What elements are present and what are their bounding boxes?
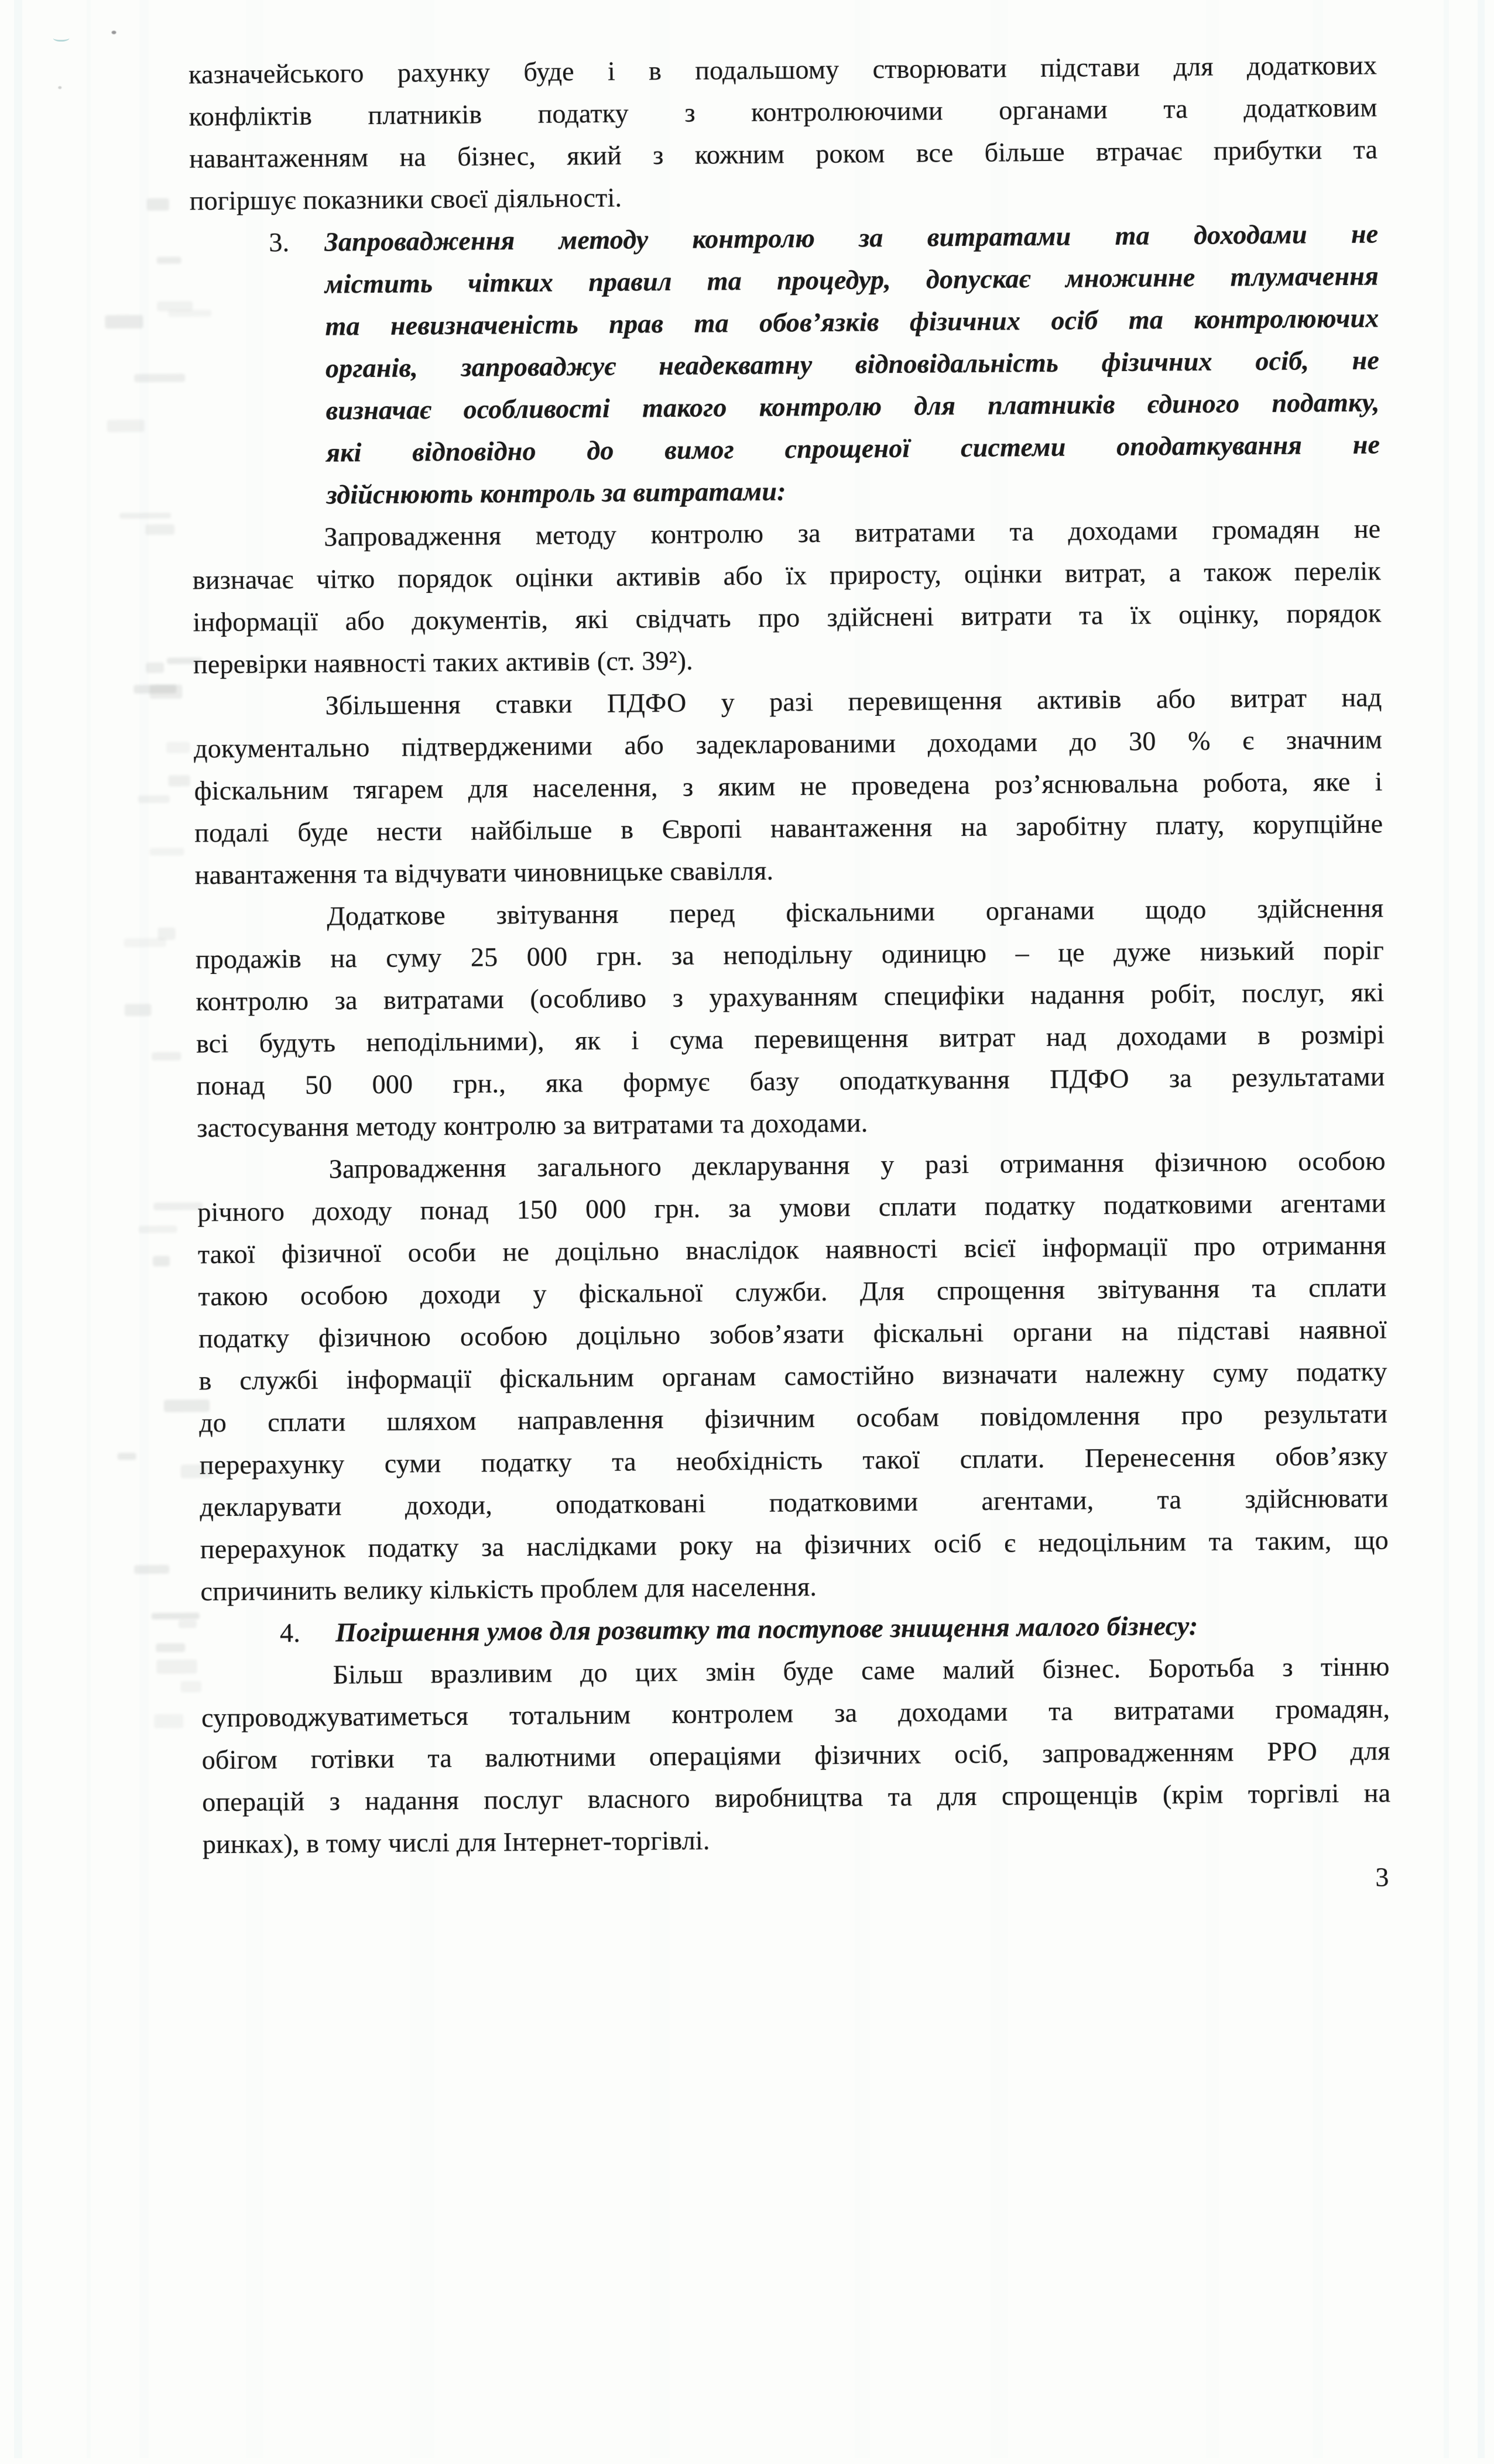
scan-speck — [112, 30, 116, 34]
scan-speck — [58, 86, 61, 89]
show-through-mark — [138, 795, 170, 803]
text-line: органів, запроваджує неадекватну відповідальність фізичних осіб, не — [325, 345, 1380, 383]
text-line: Збільшення ставки ПДФО у разі перевищення активів або витрат над — [325, 682, 1382, 720]
text-line: такої фізичної особи не доцільно внаслідок наявності всієї інформації про отримання — [197, 1230, 1387, 1269]
list-marker: 4. — [279, 1618, 301, 1648]
show-through-mark — [107, 420, 145, 433]
list-item — [269, 212, 1380, 516]
text-line: перерахунок податку за наслідками року на фізичних осіб є недоцільним та таким, що — [200, 1525, 1389, 1564]
text-line: Запровадження методу контролю за витратами та доходами громадян не — [324, 513, 1381, 552]
text-line: визначає особливості такого контролю для платників єдиного податку, — [325, 387, 1380, 425]
show-through-mark — [156, 256, 181, 263]
text-line: перерахунку суми податку та необхідність такої сплати. Перенесення обов’язку — [199, 1440, 1388, 1480]
show-through-mark — [156, 1643, 185, 1652]
paragraph — [197, 1140, 1389, 1612]
show-through-mark — [153, 1255, 170, 1267]
paragraph — [192, 507, 1382, 685]
show-through-mark — [147, 198, 169, 211]
scan-speck — [53, 35, 70, 42]
text-line: ринках), в тому числі для Інтернет-торгівлі. — [202, 1825, 710, 1859]
show-through-mark — [168, 775, 190, 787]
show-through-mark — [168, 310, 211, 317]
text-line: до сплати шляхом направлення фізичним особам повідомлення про результати — [199, 1398, 1388, 1438]
text-line: казначейського рахунку буде і в подальшому створювати підстави для додаткових — [188, 50, 1378, 90]
text-line: погіршує показники своєї діяльності. — [189, 182, 622, 216]
text-line: понад 50 000 грн., яка формує базу оподаткування ПДФО за результатами — [196, 1061, 1385, 1101]
show-through-mark — [152, 1052, 181, 1061]
paragraph — [189, 44, 1378, 222]
page-number: 3 — [1375, 1862, 1389, 1892]
show-through-mark — [134, 374, 185, 383]
show-through-mark — [181, 1464, 212, 1478]
text-line: Запровадження загального декларування у разі отримання фізичною особою — [328, 1145, 1386, 1184]
show-through-mark — [145, 524, 174, 534]
text-line: навантаження та відчувати чиновницьке свавілля. — [194, 855, 774, 890]
show-through-mark — [179, 1620, 197, 1628]
show-through-mark — [146, 662, 164, 673]
text-line: здійснюють контроль за витратами: — [326, 476, 786, 510]
show-through-mark — [180, 1681, 201, 1693]
text-line: обігом готівки та валютними операціями фізичних осіб, запровадженням РРО для — [201, 1735, 1390, 1775]
text-line: фіскальним тягарем для населення, з яким не проведена роз’яснювальна робота, яке і — [194, 766, 1383, 806]
text-line: в службі інформації фіскальним органам самостійно визначати належну суму податку — [198, 1356, 1387, 1396]
text-line: всі будуть неподільними), як і сума перевищення витрат над доходами в розмірі — [196, 1019, 1385, 1059]
text-line: Більш вразливим до цих змін буде саме малий бізнес. Боротьба з тінню — [333, 1651, 1390, 1690]
text-line: та невизначеність прав та обов’язків фізичних осіб та контролюючих — [325, 303, 1379, 341]
show-through-mark — [150, 847, 184, 856]
paragraph — [193, 676, 1383, 896]
show-through-mark — [125, 1004, 152, 1016]
list-marker: 3. — [269, 227, 290, 258]
text-line: перевірки наявності таких активів (ст. 39²). — [193, 645, 694, 680]
text-line: містить чітких правил та процедур, допускає множинне тлумачення — [324, 260, 1379, 299]
text-line: інформації або документів, які свідчать про здійснені витрати та їх оцінку, порядок — [193, 598, 1382, 637]
text-line: такою особою доходи у фіскальної служби. Для спрощення звітування та сплати — [198, 1272, 1387, 1312]
text-line: декларувати доходи, оподатковані податковими агентами, та здійснювати — [200, 1482, 1389, 1522]
text-line: конфліктів платників податку з контролюючими органами та додатковим — [189, 92, 1378, 132]
text-line: Запровадження методу контролю за витратами та доходами не — [324, 218, 1379, 257]
text-line: які відповідно до вимог спрощеної системи оподаткування не — [325, 429, 1380, 468]
show-through-mark — [157, 1660, 197, 1674]
show-through-mark — [134, 1565, 169, 1574]
text-line: податку фізичною особою доцільно зобов’язати фіскальні органи на підставі наявної — [198, 1314, 1387, 1354]
text-line: визначає чітко порядок оцінки активів або їх приросту, оцінки витрат, а також перелік — [192, 555, 1382, 595]
show-through-mark — [155, 1714, 184, 1728]
show-through-mark — [163, 1399, 210, 1412]
text-line: Погіршення умов для розвитку та поступове знищення малого бізнесу: — [335, 1610, 1198, 1648]
text-line: річного доходу понад 150 000 грн. за умови сплати податку податковими агентами — [197, 1188, 1386, 1227]
show-through-mark — [152, 1613, 200, 1620]
text-line: подалі буде нести найбільше в Європі навантаження на заробітну плату, корупційне — [194, 808, 1383, 848]
text-column — [189, 44, 1391, 1865]
text-line: продажів на суму 25 000 грн. за неподільну одиницю – це дуже низький поріг — [195, 935, 1385, 974]
show-through-mark — [139, 1225, 177, 1233]
show-through-mark — [105, 315, 143, 328]
paragraph — [201, 1645, 1391, 1865]
show-through-mark — [118, 1453, 136, 1460]
text-line: навантаженням на бізнес, який з кожним роком все більше втрачає прибутки та — [189, 134, 1378, 174]
text-line: контролю за витратами (особливо з урахуванням специфіки надання робіт, послуг, які — [196, 977, 1385, 1017]
show-through-mark — [119, 512, 171, 519]
show-through-mark — [167, 657, 202, 664]
show-through-mark — [154, 1202, 203, 1210]
text-line: Додаткове звітування перед фіскальними органами щодо здійснення — [327, 893, 1384, 931]
show-through-mark — [124, 938, 166, 948]
show-through-mark — [166, 742, 190, 753]
text-line: супроводжуватиметься тотальним контролем за доходами та витратами громадян, — [201, 1693, 1390, 1733]
text-line: операцій з надання послуг власного виробництва та для спрощенців (крім торгівлі на — [202, 1777, 1391, 1817]
paragraph — [195, 887, 1385, 1149]
show-through-mark — [133, 685, 176, 694]
text-line: застосування методу контролю за витратами та доходами. — [197, 1107, 868, 1143]
text-line: спричинить велику кількість проблем для населення. — [200, 1571, 817, 1607]
text-line: документально підтвердженими або задекларованими доходами до 30 % є значним — [193, 724, 1383, 764]
